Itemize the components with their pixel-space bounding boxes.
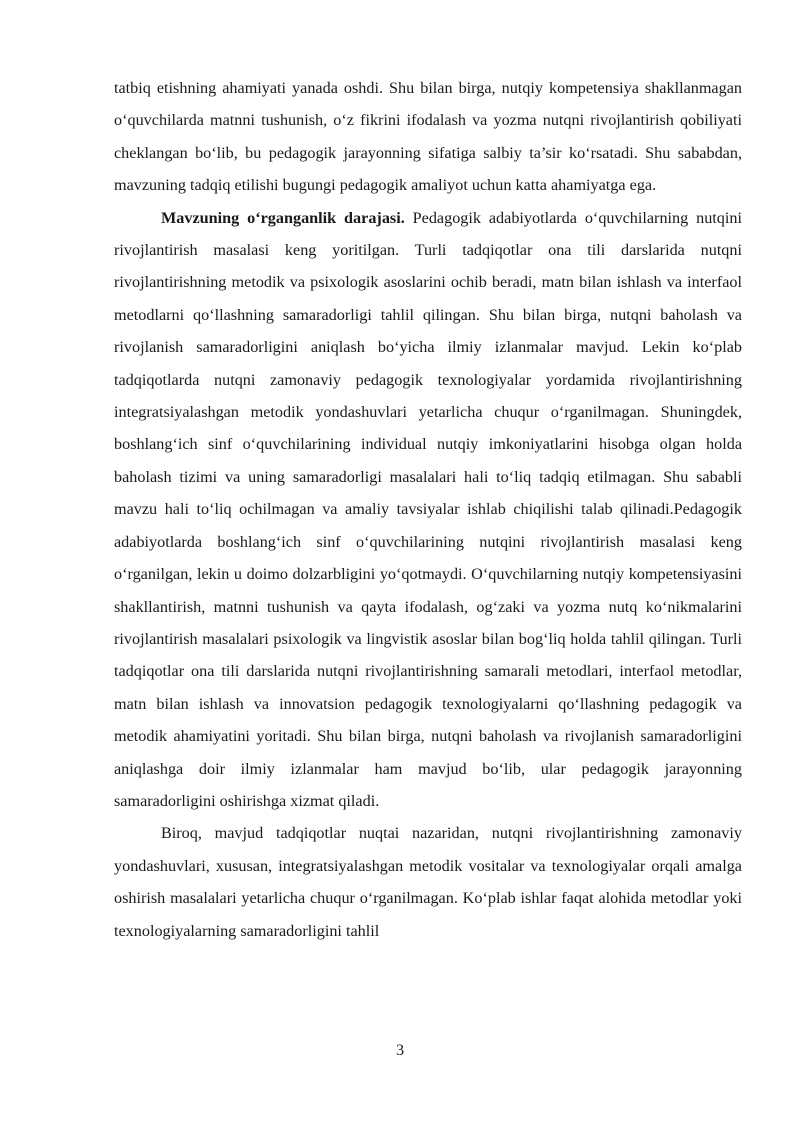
paragraph-study-degree-body: Pedagogik adabiyotlarda o‘quvchilarning nutqini rivojlantirish masalasi keng yoritilgan. Turli tadqiqotlar ona tili darslarida nutqni rivojlantirishning metodik va psixologik asoslarini ochib beradi, matn bilan ishlash va interfaol metodlarni qo‘llashning samaradorligi tahlil qilingan. Shu bilan birga, nutqni baholash va rivojlanish samaradorligini aniqlash bo‘yicha ilmiy izlanmalar mavjud. Lekin ko‘plab tadqiqotlarda nutqni zamonaviy pedagogik texnologiyalar yordamida rivojlantirishning integratsiyalashgan metodik yondashuvlari yetarlicha chuqur o‘rganilmagan. Shuningdek, boshlang‘ich sinf o‘quvchilarining individual nutqiy imkoniyatlarini hisobga olgan holda baholash tizimi va uning samaradorligi masalalari hali to‘liq tadqiq etilmagan. Shu sababli mavzu hali to‘liq ochilmagan va amaliy tavsiyalar ishlab chiqilishi talab qilinadi.Pedagogik adabiyotlarda boshlang‘ich sinf o‘quvchilarining nutqini rivojlantirish masalasi keng o‘rganilgan, lekin u doimo dolzarbligini yo‘qotmaydi. O‘quvchilarning nutqiy kompetensiyasini shakllantirish, matnni tushunish va qayta ifodalash, og‘zaki va yozma nutq ko‘nikmalarini rivojlantirish masalalari psixologik va lingvistik asoslar bilan bog‘liq holda tahlil qilingan. Turli tadqiqotlar ona tili darslarida nutqni rivojlantirishning samarali metodlari, interfaol metodlar, matn bilan ishlash va innovatsion pedagogik texnologiyalarni qo‘llashning pedagogik va metodik ahamiyatini yoritadi. Shu bilan birga, nutqni baholash va rivojlanish samaradorligini aniqlashga doir ilmiy izlanmalar ham mavjud bo‘lib, ular pedagogik jarayonning samaradorligini oshirishga xizmat qiladi. [114,208,742,810]
paragraph-study-degree [114,202,742,818]
section-heading-study-degree: Mavzuning o‘rganganlik darajasi. [161,208,405,227]
paragraph-however: Biroq, mavjud tadqiqotlar nuqtai nazaridan, nutqni rivojlantirishning zamonaviy yondashuvlari, xususan, integratsiyalashgan metodik vositalar va texnologiyalar orqali amalga oshirish masalalari yetarlicha chuqur o‘rganilmagan. Ko‘plab ishlar faqat alohida metodlar yoki texnologiyalarning samaradorligini tahlil [114,824,742,940]
paragraph-intro-continuation: tatbiq etishning ahamiyati yanada oshdi. Shu bilan birga, nutqiy kompetensiya shakllanmagan o‘quvchilarda matnni tushunish, o‘z fikrini ifodalash va yozma nutqni rivojlantirish qobiliyati cheklangan bo‘lib, bu pedagogik jarayonning sifatiga salbiy ta’sir ko‘rsatadi. Shu sababdan, mavzuning tadqiq etilishi bugungi pedagogik amaliyot uchun katta ahamiyatga ega. [114,79,742,195]
document-page [114,72,742,947]
page-number: 3 [395,1041,405,1059]
